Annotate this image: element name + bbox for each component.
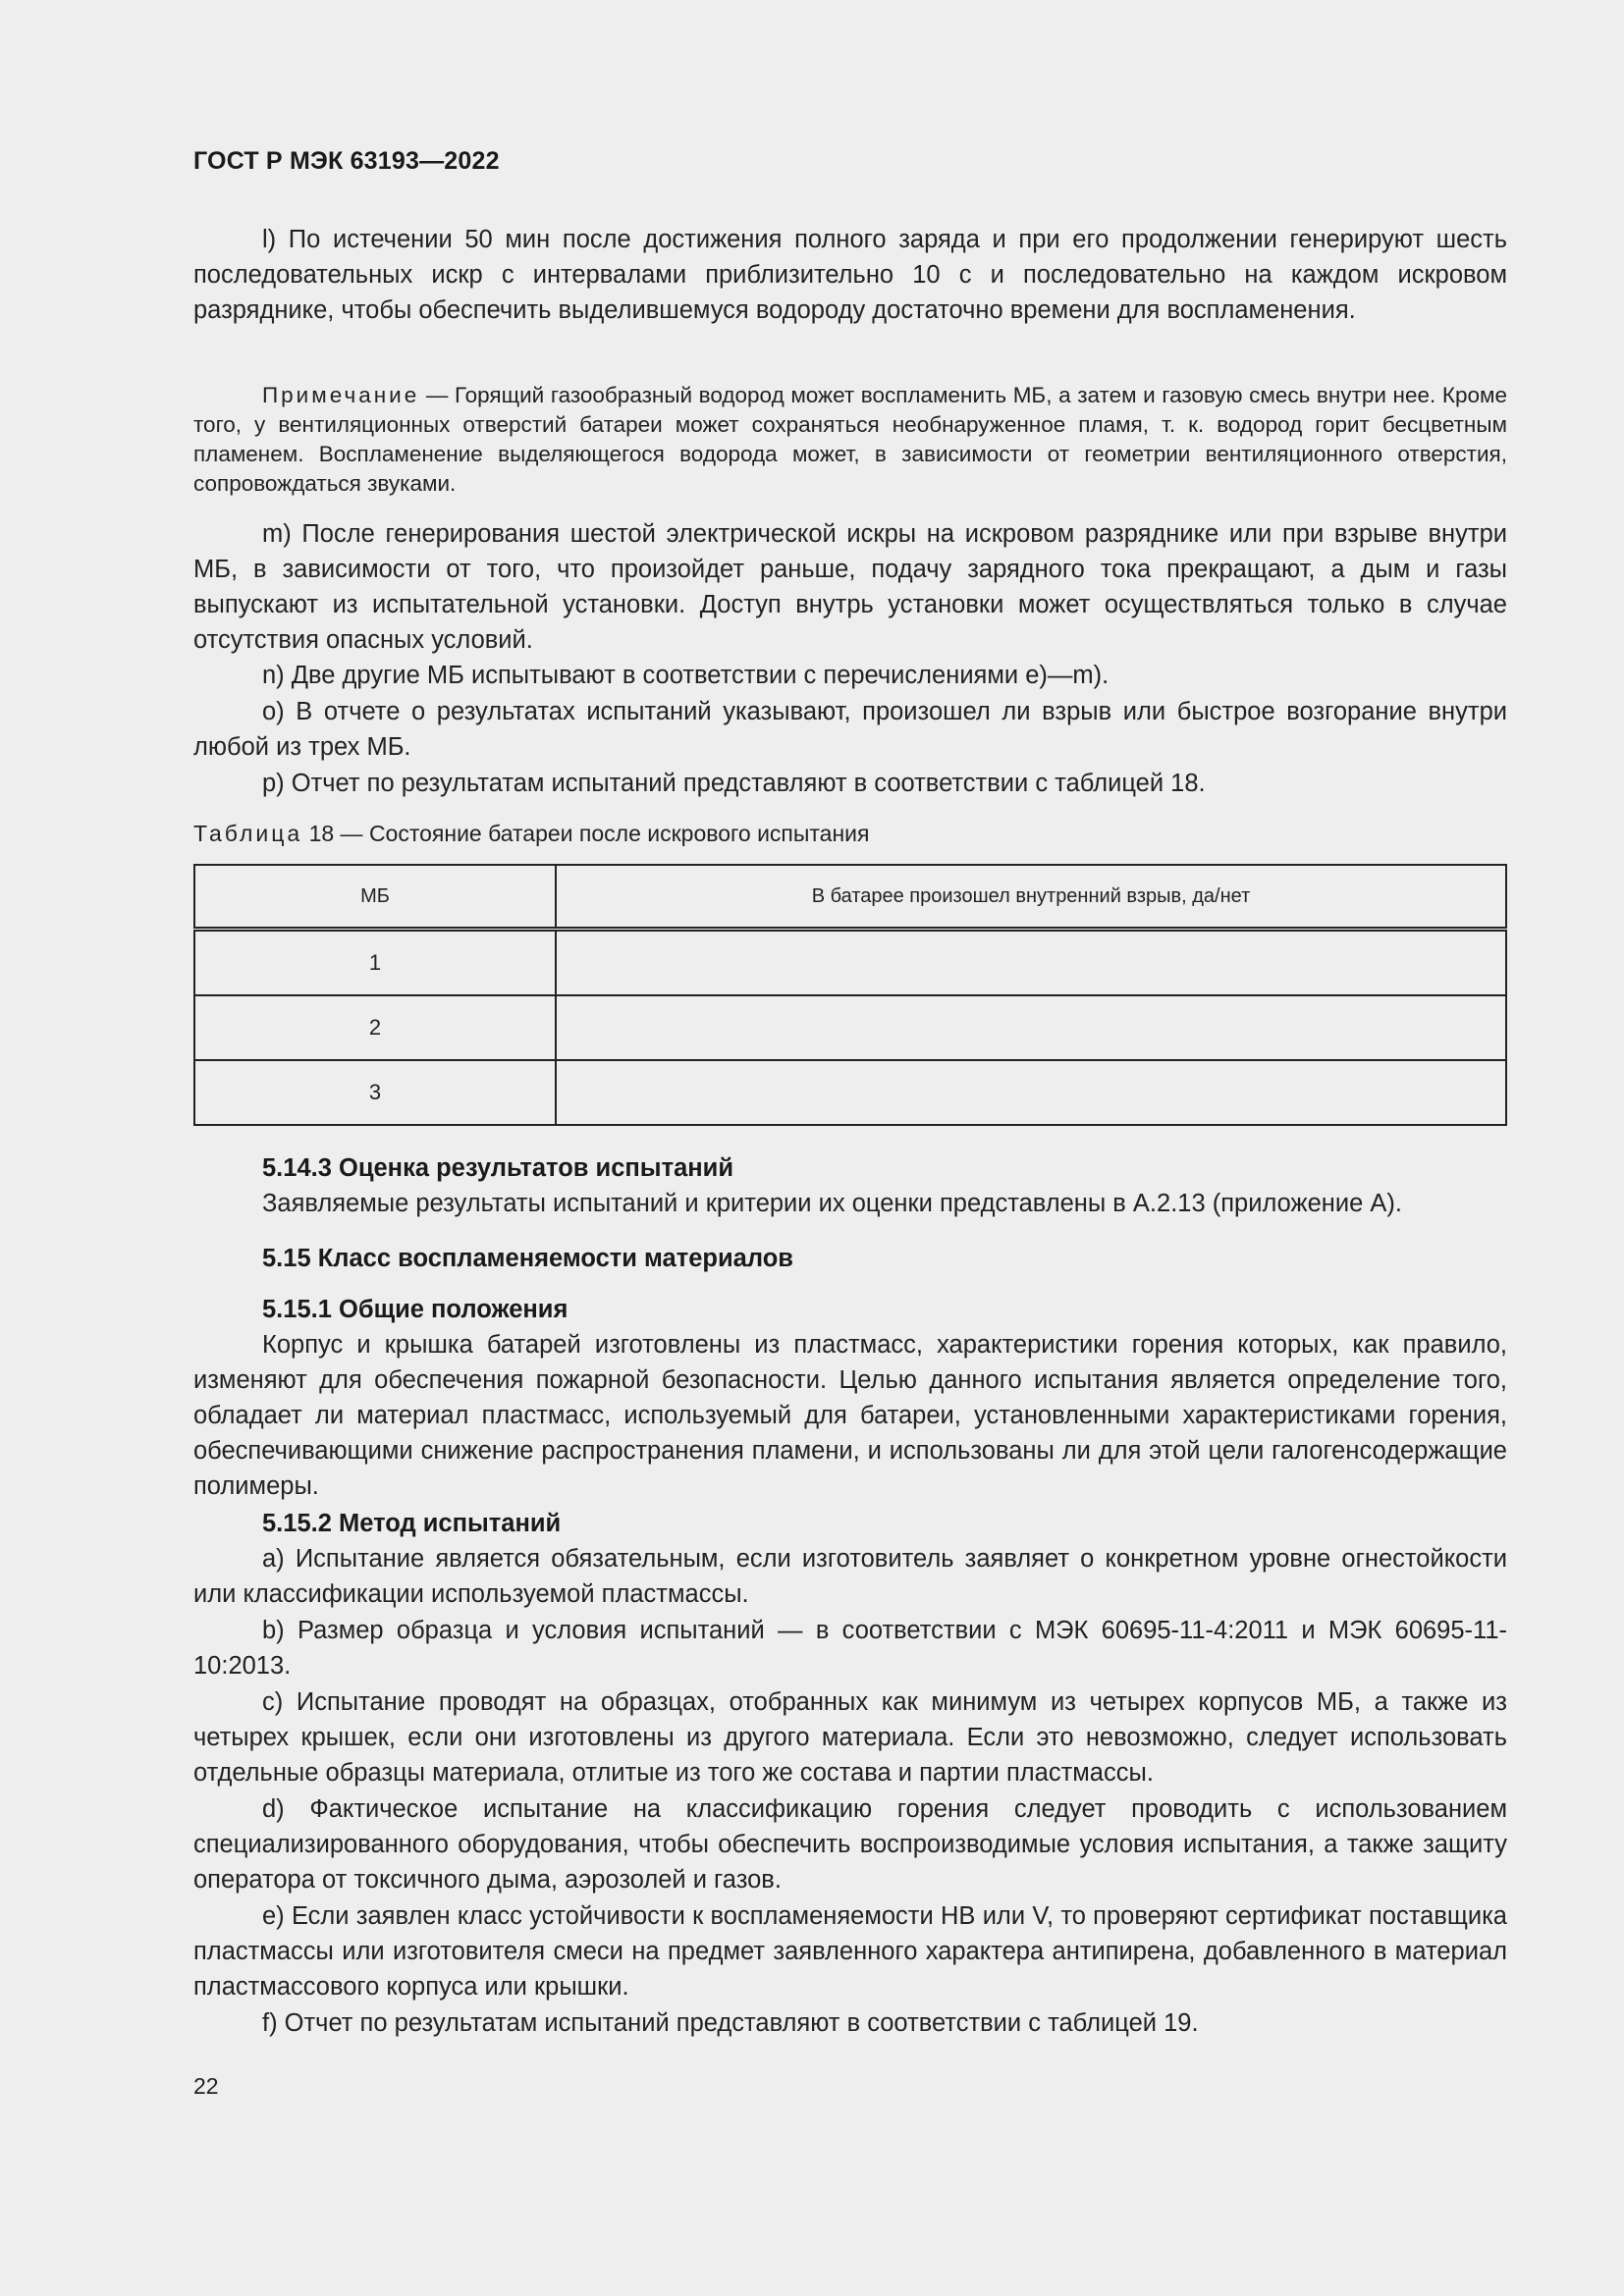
- table-caption-label: Таблица: [193, 821, 303, 846]
- column-header-mb: МБ: [194, 865, 556, 930]
- document-code-header: ГОСТ Р МЭК 63193—2022: [193, 147, 500, 175]
- section-5-15-1-text: Корпус и крышка батарей изготовлены из пластмасс, характеристики горения которых, как правило, изменяют для обеспечения пожарной безопасности. Целью данного испытания является определение того, обладает ли материал пластмасс, используемый для батареи, установленными характеристиками горения, обеспечивающими снижение распространения пламени, и использованы ли для этой цели галогенсодержащие полимеры.: [193, 1331, 1507, 1500]
- cell-mb: 3: [194, 1060, 556, 1125]
- method-item-f: f) Отчет по результатам испытаний представляют в соответствии с таблицей 19.: [262, 2009, 1199, 2037]
- table-18: [193, 864, 1507, 1126]
- method-item-c: c) Испытание проводят на образцах, отобранных как минимум из четырех корпусов МБ, а также из четырех крышек, если они изготовлены из другого материала. Если это невозможно, следует использовать отдельные образцы материала, отлитые из того же состава и партии пластмассы.: [193, 1688, 1507, 1787]
- cell-mb: 2: [194, 995, 556, 1060]
- table-row: [194, 930, 1506, 996]
- cell-result: [556, 930, 1506, 996]
- page-number: 22: [193, 2073, 219, 2099]
- column-header-explosion: В батарее произошел внутренний взрыв, да/нет: [556, 865, 1506, 930]
- table-18-caption: [193, 821, 869, 847]
- paragraph-p: p) Отчет по результатам испытаний представляют в соответствии с таблицей 18.: [262, 770, 1206, 797]
- paragraph-l: l) По истечении 50 мин после достижения полного заряда и при его продолжении генерируют шесть последовательных искр с интервалами приблизительно 10 с и последовательно на каждом искровом разряднике, чтобы обеспечить выделившемуся водороду достаточно времени для воспламенения.: [193, 226, 1507, 324]
- method-item-d: d) Фактическое испытание на классификацию горения следует проводить с использованием специализированного оборудования, чтобы обеспечить воспроизводимые условия испытания, а также защиту оператора от токсичного дыма, аэрозолей и газов.: [193, 1795, 1507, 1894]
- note-text: — Горящий газообразный водород может воспламенить МБ, а затем и газовую смесь внутри нее. Кроме того, у вентиляционных отверстий батареи может сохраняться необнаруженное пламя, т. к. водород горит бесцветным пламенем. Воспламенение выделяющегося водорода может, в зависимости от геометрии вентиляционного отверстия, сопровождаться звуками.: [193, 383, 1507, 496]
- table-header-row: [194, 865, 1506, 930]
- table-row: [194, 995, 1506, 1060]
- table-row: [194, 1060, 1506, 1125]
- method-item-b: b) Размер образца и условия испытаний — в соответствии с МЭК 60695-11-4:2011 и МЭК 60695-11-10:2013.: [193, 1617, 1507, 1680]
- cell-mb: 1: [194, 930, 556, 996]
- section-5-14-3-title: 5.14.3 Оценка результатов испытаний: [262, 1154, 734, 1182]
- section-5-15-title: 5.15 Класс воспламеняемости материалов: [262, 1245, 793, 1272]
- method-item-e: e) Если заявлен класс устойчивости к воспламеняемости НВ или V, то проверяют сертификат поставщика пластмассы или изготовителя смеси на предмет заявленного характера антипирена, добавленного в материал пластмассового корпуса или крышки.: [193, 1902, 1507, 2001]
- note-paragraph: [193, 381, 1507, 499]
- paragraph-n: n) Две другие МБ испытывают в соответствии с перечислениями е)—m).: [262, 662, 1110, 689]
- section-5-15-1-title: 5.15.1 Общие положения: [262, 1296, 568, 1323]
- table-caption-text: 18 — Состояние батареи после искрового испытания: [302, 821, 870, 846]
- cell-result: [556, 1060, 1506, 1125]
- section-5-14-3-text: Заявляемые результаты испытаний и критерии их оценки представлены в А.2.13 (приложение А).: [262, 1190, 1402, 1217]
- paragraph-m: m) После генерирования шестой электрической искры на искровом разряднике или при взрыве внутри МБ, в зависимости от того, что произойдет раньше, подачу зарядного тока прекращают, а дым и газы выпускают из испытательной установки. Доступ внутрь установки может осуществляться только в случае отсутствия опасных условий.: [193, 520, 1507, 654]
- section-5-15-2-title: 5.15.2 Метод испытаний: [262, 1510, 562, 1537]
- note-label: Примечание: [262, 383, 420, 407]
- cell-result: [556, 995, 1506, 1060]
- paragraph-o: o) В отчете о результатах испытаний указывают, произошел ли взрыв или быстрое возгорание внутри любой из трех МБ.: [193, 698, 1507, 761]
- method-item-a: a) Испытание является обязательным, если изготовитель заявляет о конкретном уровне огнестойкости или классификации используемой пластмассы.: [193, 1545, 1507, 1608]
